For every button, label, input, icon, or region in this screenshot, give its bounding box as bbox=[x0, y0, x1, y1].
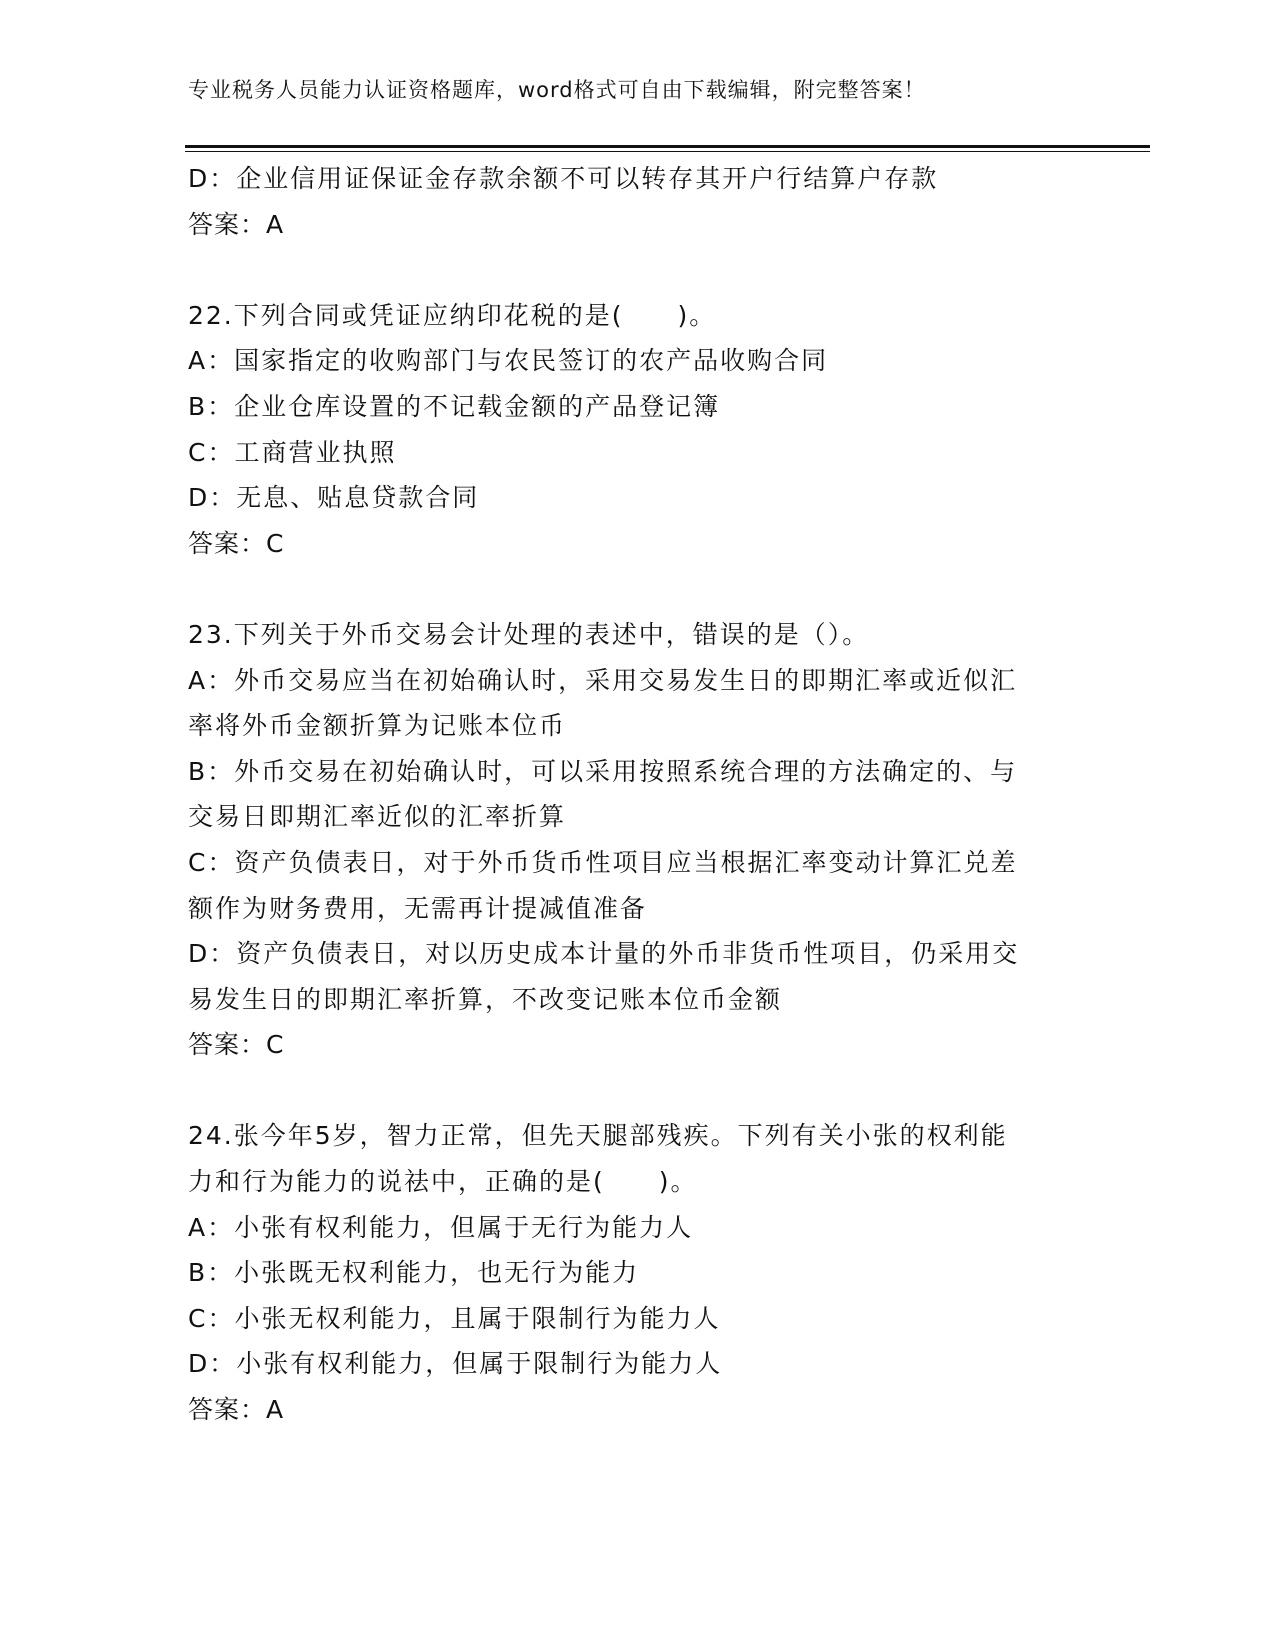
option-a: A：国家指定的收购部门与农民签订的农产品收购合同 bbox=[188, 346, 829, 376]
answer: 答案：A bbox=[188, 209, 285, 239]
spacer bbox=[188, 1068, 1068, 1114]
option-b: B：企业仓库设置的不记载金额的产品登记簿 bbox=[188, 391, 721, 421]
option-a-line-2: 率将外币金额折算为记账本位币 bbox=[188, 711, 567, 741]
question-24 bbox=[188, 1113, 1068, 1432]
question-stem-line-2: 力和行为能力的说祛中，正确的是( )。 bbox=[188, 1167, 698, 1197]
question-stem: 23.下列关于外币交易会计处理的表述中，错误的是（）。 bbox=[188, 619, 870, 649]
answer: 答案：C bbox=[188, 528, 285, 558]
question-22 bbox=[188, 293, 1068, 567]
answer: 答案：C bbox=[188, 1030, 285, 1060]
option-d-line-1: D：资产负债表日，对以历史成本计量的外币非货币性项目，仍采用交 bbox=[188, 939, 1020, 969]
option-c-line-2: 额作为财务费用，无需再计提减值准备 bbox=[188, 893, 648, 923]
page-header: 专业税务人员能力认证资格题库，word格式可自由下载编辑，附完整答案！ bbox=[188, 78, 926, 102]
header-rule-thick bbox=[185, 145, 1150, 148]
question-23 bbox=[188, 612, 1068, 1068]
option-a: A：小张有权利能力，但属于无行为能力人 bbox=[188, 1212, 694, 1242]
option-b-line-1: B：外币交易在初始确认时，可以采用按照系统合理的方法确定的、与 bbox=[188, 756, 1018, 786]
option-b: B：小张既无权利能力，也无行为能力 bbox=[188, 1258, 640, 1288]
option-d-line-2: 易发生日的即期汇率折算，不改变记账本位币金额 bbox=[188, 984, 783, 1014]
option-c-line-1: C：资产负债表日，对于外币货币性项目应当根据汇率变动计算汇兑差 bbox=[188, 847, 1018, 877]
option-b-line-2: 交易日即期汇率近似的汇率折算 bbox=[188, 802, 567, 832]
question-stem: 22.下列合同或凭证应纳印花税的是( )。 bbox=[188, 300, 717, 330]
question-stem-line-1: 24.张今年5岁，智力正常，但先天腿部残疾。下列有关小张的权利能 bbox=[188, 1121, 1008, 1151]
option-c: C：小张无权利能力，且属于限制行为能力人 bbox=[188, 1303, 721, 1333]
option-d: D：企业信用证保证金存款余额不可以转存其开户行结算户存款 bbox=[188, 164, 939, 193]
option-a-line-1: A：外币交易应当在初始确认时，采用交易发生日的即期汇率或近似汇 bbox=[188, 665, 1018, 695]
spacer bbox=[188, 566, 1068, 612]
option-c: C：工商营业执照 bbox=[188, 437, 397, 467]
prev-question-block bbox=[188, 156, 1068, 247]
option-d: D：小张有权利能力，但属于限制行为能力人 bbox=[188, 1349, 723, 1379]
document-body bbox=[188, 156, 1068, 1433]
header-rule-thin bbox=[185, 151, 1150, 152]
spacer bbox=[188, 247, 1068, 293]
option-d: D：无息、贴息贷款合同 bbox=[188, 483, 480, 513]
answer: 答案：A bbox=[188, 1395, 285, 1425]
